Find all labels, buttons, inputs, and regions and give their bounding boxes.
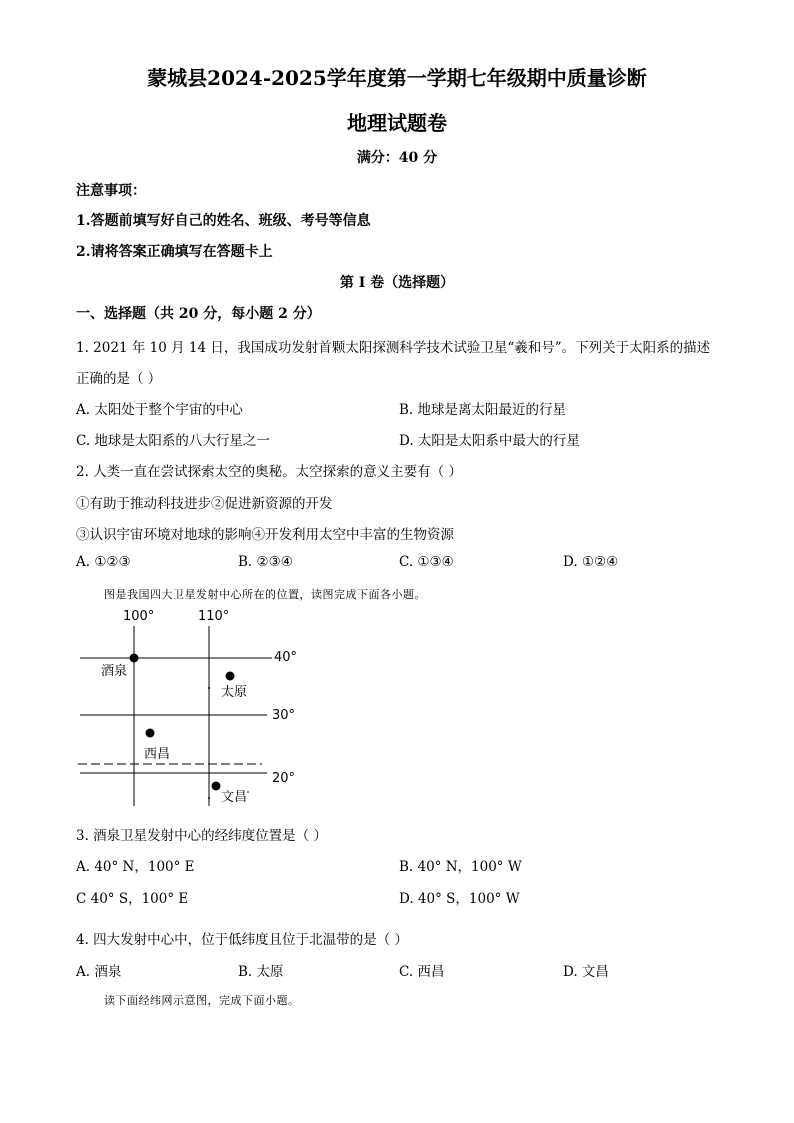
- question-1-option-c: C. 地球是太阳系的八大行星之一: [76, 433, 270, 449]
- place-label-jiuquan: 酒泉: [101, 664, 128, 679]
- full-score: 满分：40 分: [356, 150, 438, 166]
- question-1-option-b: B. 地球是离太阳最近的行星: [399, 402, 567, 418]
- question-4-option-d: D. 文昌: [563, 964, 609, 980]
- question-1-option-a: A. 太阳处于整个宇宙的中心: [76, 402, 243, 418]
- question-2-stem: 2. 人类一直在尝试探索太空的奥秘。太空探索的意义主要有（ ）: [76, 464, 462, 480]
- question-3-option-c: C 40° S，100° E: [76, 891, 189, 907]
- map-reading-note: 读下面经纬网示意图，完成下面小题。: [104, 994, 300, 1007]
- jiuquan-point: [130, 654, 139, 663]
- xichang-point: [146, 729, 155, 738]
- latitude-label: 40°: [274, 650, 298, 665]
- map-intro-note: 图是我国四大卫星发射中心所在的位置，读图完成下面各小题。: [104, 588, 426, 601]
- question-2-statement-line: ①有助于推动科技进步②促进新资源的开发: [76, 496, 333, 512]
- question-1-stem-cont: 正确的是（ ）: [76, 371, 162, 387]
- notice-heading: 注意事项：: [76, 183, 146, 199]
- exam-title: 蒙城县2024-2025学年度第一学期七年级期中质量诊断: [147, 66, 647, 90]
- question-2-option-b: B. ②③④: [238, 554, 293, 570]
- notice-item: 2.请将答案正确填写在答题卡上: [76, 244, 273, 260]
- exam-subtitle: 地理试题卷: [347, 111, 447, 135]
- part-heading: 一、选择题（共 20 分，每小题 2 分）: [76, 306, 321, 322]
- place-label-wenchang: 文昌: [221, 790, 248, 805]
- place-label-taiyuan: 太原: [221, 685, 248, 700]
- question-3-stem: 3. 酒泉卫星发射中心的经纬度位置是（ ）: [76, 828, 327, 844]
- question-2-option-c: C. ①③④: [399, 554, 454, 570]
- question-1-option-d: D. 太阳是太阳系中最大的行星: [399, 433, 580, 449]
- question-4-stem: 4. 四大发射中心中，位于低纬度且位于北温带的是（ ）: [76, 932, 408, 948]
- latitude-label: 20°: [272, 771, 296, 786]
- longitude-label: 100°: [123, 609, 155, 624]
- longitude-label: 110°: [198, 609, 230, 624]
- taiyuan-point: [226, 672, 235, 681]
- wenchang-point: [212, 782, 221, 791]
- question-3-option-d: D. 40° S，100° W: [399, 891, 520, 907]
- question-4-option-a: A. 酒泉: [76, 964, 122, 980]
- question-2-option-a: A. ①②③: [76, 554, 131, 570]
- question-1-stem: 1. 2021 年 10 月 14 日，我国成功发射首颗太阳探测科学技术试验卫星“羲和号”。下列关于太阳系的描述: [76, 340, 711, 356]
- question-3-option-a: A. 40° N，100° E: [76, 859, 195, 875]
- question-3-option-b: B. 40° N，100° W: [399, 859, 522, 875]
- volume-heading: 第 I 卷（选择题）: [339, 275, 455, 291]
- place-label-xichang: 西昌: [144, 747, 171, 762]
- question-2-statement-line: ③认识宇宙环境对地球的影响④开发利用太空中丰富的生物资源: [76, 527, 454, 543]
- notice-item: 1.答题前填写好自己的姓名、班级、考号等信息: [76, 213, 371, 229]
- question-4-option-b: B. 太原: [238, 964, 284, 980]
- question-4-option-c: C. 西昌: [399, 964, 445, 980]
- latitude-label: 30°: [272, 708, 296, 723]
- question-2-option-d: D. ①②④: [563, 554, 619, 570]
